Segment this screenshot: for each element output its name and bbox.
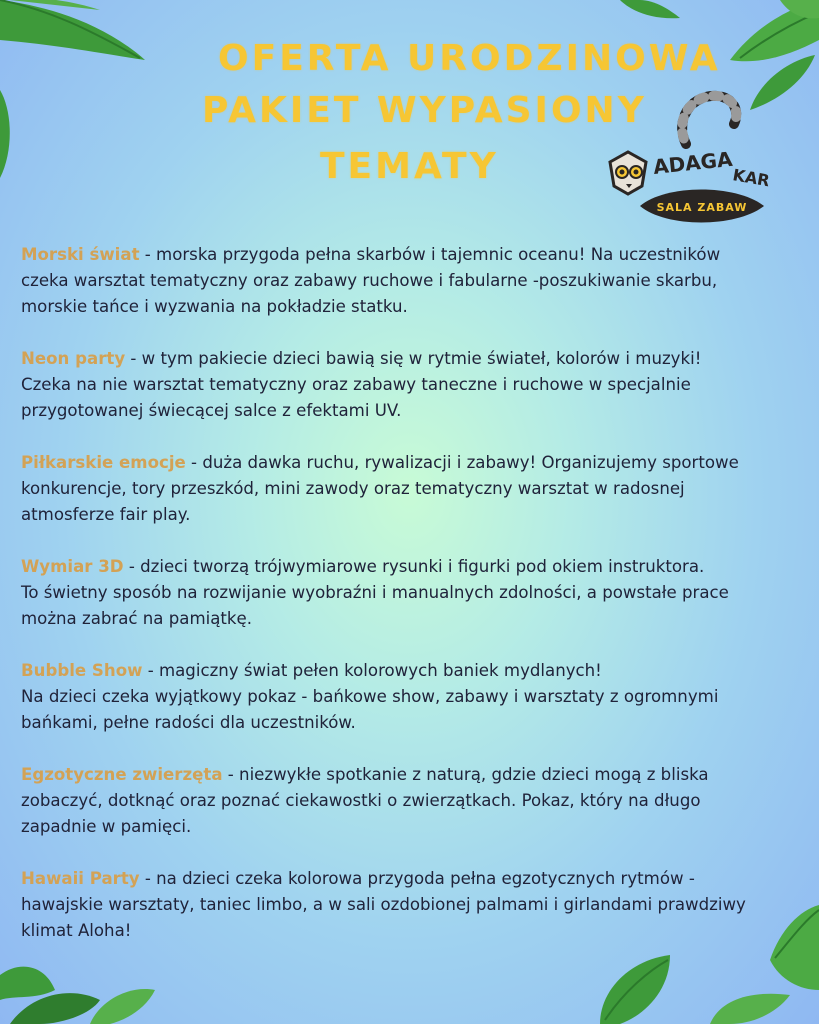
theme-desc-line: konkurencje, tory przeszkód, mini zawody oraz tematyczny warsztat w radosnej xyxy=(21,479,685,498)
theme-name: Morski świat xyxy=(21,245,140,264)
theme-desc-line: - w tym pakiecie dzieci bawią się w rytmie świateł, kolorów i muzyki! xyxy=(125,349,702,368)
logo-brand-right: KAR xyxy=(731,165,772,191)
title-line-3: TEMATY xyxy=(320,146,499,187)
theme-desc-line: atmosferze fair play. xyxy=(21,505,191,524)
leaf-top-left-decoration xyxy=(0,0,150,80)
theme-item xyxy=(21,762,796,840)
theme-item xyxy=(21,866,796,944)
title-line-2: PAKIET WYPASIONY xyxy=(202,90,647,131)
theme-name: Piłkarskie emocje xyxy=(21,453,186,472)
title-line-1: OFERTA URODZINOWA xyxy=(218,38,721,79)
theme-item xyxy=(21,554,796,632)
theme-desc-line: przygotowanej świecącej salce z efektami UV. xyxy=(21,401,402,420)
theme-desc-line: morskie tańce i wyzwania na pokładzie statku. xyxy=(21,297,408,316)
theme-name: Bubble Show xyxy=(21,661,143,680)
theme-item xyxy=(21,346,796,424)
logo-brand-left: ADAGA xyxy=(652,146,734,179)
theme-desc-line: - duża dawka ruchu, rywalizacji i zabawy! Organizujemy sportowe xyxy=(185,453,739,472)
theme-name: Egzotyczne zwierzęta xyxy=(21,765,223,784)
leaf-left-edge-decoration xyxy=(0,90,20,180)
theme-item xyxy=(21,658,796,736)
theme-desc-line: - na dzieci czeka kolorowa przygoda pełna egzotycznych rytmów - xyxy=(139,869,695,888)
theme-desc-line: bańkami, pełne radości dla uczestników. xyxy=(21,713,356,732)
theme-name: Wymiar 3D xyxy=(21,557,124,576)
theme-desc-line: można zabrać na pamiątkę. xyxy=(21,609,252,628)
theme-desc-line: czeka warsztat tematyczny oraz zabawy ruchowe i fabularne -poszukiwanie skarbu, xyxy=(21,271,718,290)
theme-desc-line: klimat Aloha! xyxy=(21,921,132,940)
theme-item xyxy=(21,450,796,528)
theme-desc-line: zapadnie w pamięci. xyxy=(21,817,192,836)
theme-desc-line: - dzieci tworzą trójwymiarowe rysunki i figurki pod okiem instruktora. xyxy=(123,557,705,576)
theme-desc-line: Na dzieci czeka wyjątkowy pokaz - bańkowe show, zabawy i warsztaty z ogromnymi xyxy=(21,687,719,706)
madagaskar-logo xyxy=(606,84,778,234)
theme-desc-line: zobaczyć, dotknąć oraz poznać ciekawostki o zwierzątkach. Pokaz, który na długo xyxy=(21,791,701,810)
lemur-tail-icon xyxy=(682,96,736,144)
theme-item xyxy=(21,242,796,320)
theme-name: Hawaii Party xyxy=(21,869,140,888)
theme-desc-line: hawajskie warsztaty, taniec limbo, a w sali ozdobionej palmami i girlandami prawdziwy xyxy=(21,895,746,914)
theme-name: Neon party xyxy=(21,349,126,368)
theme-desc-line: To świetny sposób na rozwijanie wyobraźni i manualnych zdolności, a powstałe prace xyxy=(21,583,729,602)
themes-list xyxy=(21,242,796,970)
logo-tagline: SALA ZABAW xyxy=(656,201,748,214)
lemur-face-icon xyxy=(610,152,646,194)
theme-desc-line: - magiczny świat pełen kolorowych baniek mydlanych! xyxy=(142,661,602,680)
theme-desc-line: Czeka na nie warsztat tematyczny oraz zabawy taneczne i ruchowe w specjalnie xyxy=(21,375,691,394)
theme-desc-line: - niezwykłe spotkanie z naturą, gdzie dzieci mogą z bliska xyxy=(222,765,709,784)
theme-desc-line: - morska przygoda pełna skarbów i tajemnic oceanu! Na uczestników xyxy=(139,245,721,264)
